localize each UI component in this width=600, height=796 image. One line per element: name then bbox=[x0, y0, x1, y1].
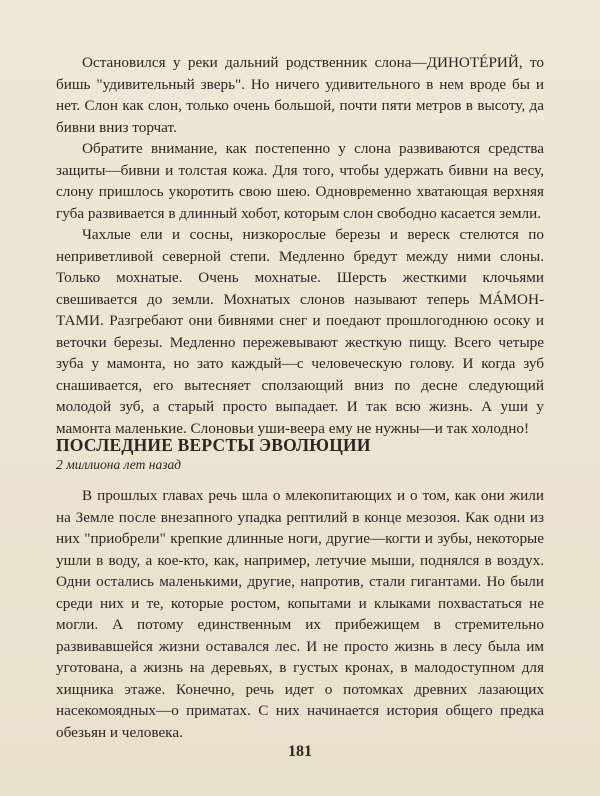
body-text-top bbox=[56, 52, 544, 439]
paragraph-mammoths: Чахлые ели и сосны, низкорослые березы и вереск стелются по неприветливой северной степи. Медленно бредут между ними слоны. Только мохнатые. Очень мохнатые. Шерсть жесткими клочьями свешивается до земли. Мохнатых слонов называют теперь МÁМОНТАМИ. Разгребают они бивнями снег и поедают прошлогоднюю осоку и веточки березы. Медленно пережевывают жесткую пищу. Всего четыре зуба у мамонта, но зато каждый—с человеческую голову. И когда зуб снашивается, его вытесняет сползающий вниз по десне следующий молодой зуб, а старый просто выпадает. И так всю жизнь. А уши у мамонта маленькие. Слоновьи уши-веера ему не нужны—и так холодно! bbox=[56, 226, 544, 437]
section-heading: ПОСЛЕДНИЕ ВЕРСТЫ ЭВОЛЮЦИИ bbox=[56, 435, 371, 455]
page-number: 181 bbox=[288, 743, 312, 760]
paragraph-deinotherium: Остановился у реки дальний родственник слона—ДИНОТÉРИЙ, то бишь "удивительный зверь". Но ничего удивительного в нем вроде бы и нет. Слон как слон, только очень большой, почти пяти метров в высоту, да бивни вниз торчат. bbox=[56, 54, 544, 136]
paragraph-elephant-defense: Обратите внимание, как постепенно у слона развиваются средства защиты—бивни и толстая кожа. Для того, чтобы удержать бивни на весу, слону пришлось укоротить свою шею. Одновременно хватающая верхняя губа развивается в длинный хобот, которым слон свободно касается земли. bbox=[56, 140, 544, 222]
paragraph-primates: В прошлых главах речь шла о млекопитающих и о том, как они жили на Земле после внезапного упадка рептилий в конце мезозоя. Как одни из них "приобрели" крепкие длинные ноги, другие—когти и зубы, некоторые ушли в воду, а кое-кто, как, например, летучие мыши, поднялся в воздух. Одни остались маленькими, другие, напротив, стали гигантами. Но были среди них и те, которые ростом, копытами и клыками похвастаться не могли. А потому единственным их прибежищем в стремительно развивавшейся жизни оставался лес. И не просто жизнь в лесу была им уготована, а жизнь на деревьях, в густых кронах, в малодоступном для хищника этаже. Конечно, речь идет о потомках древних лазающих насекомоядных—о приматах. С них начинается история общего предка обезьян и человека. bbox=[56, 487, 544, 741]
section-subtitle: 2 миллиона лет назад bbox=[56, 457, 182, 472]
body-text-bottom bbox=[56, 485, 544, 743]
